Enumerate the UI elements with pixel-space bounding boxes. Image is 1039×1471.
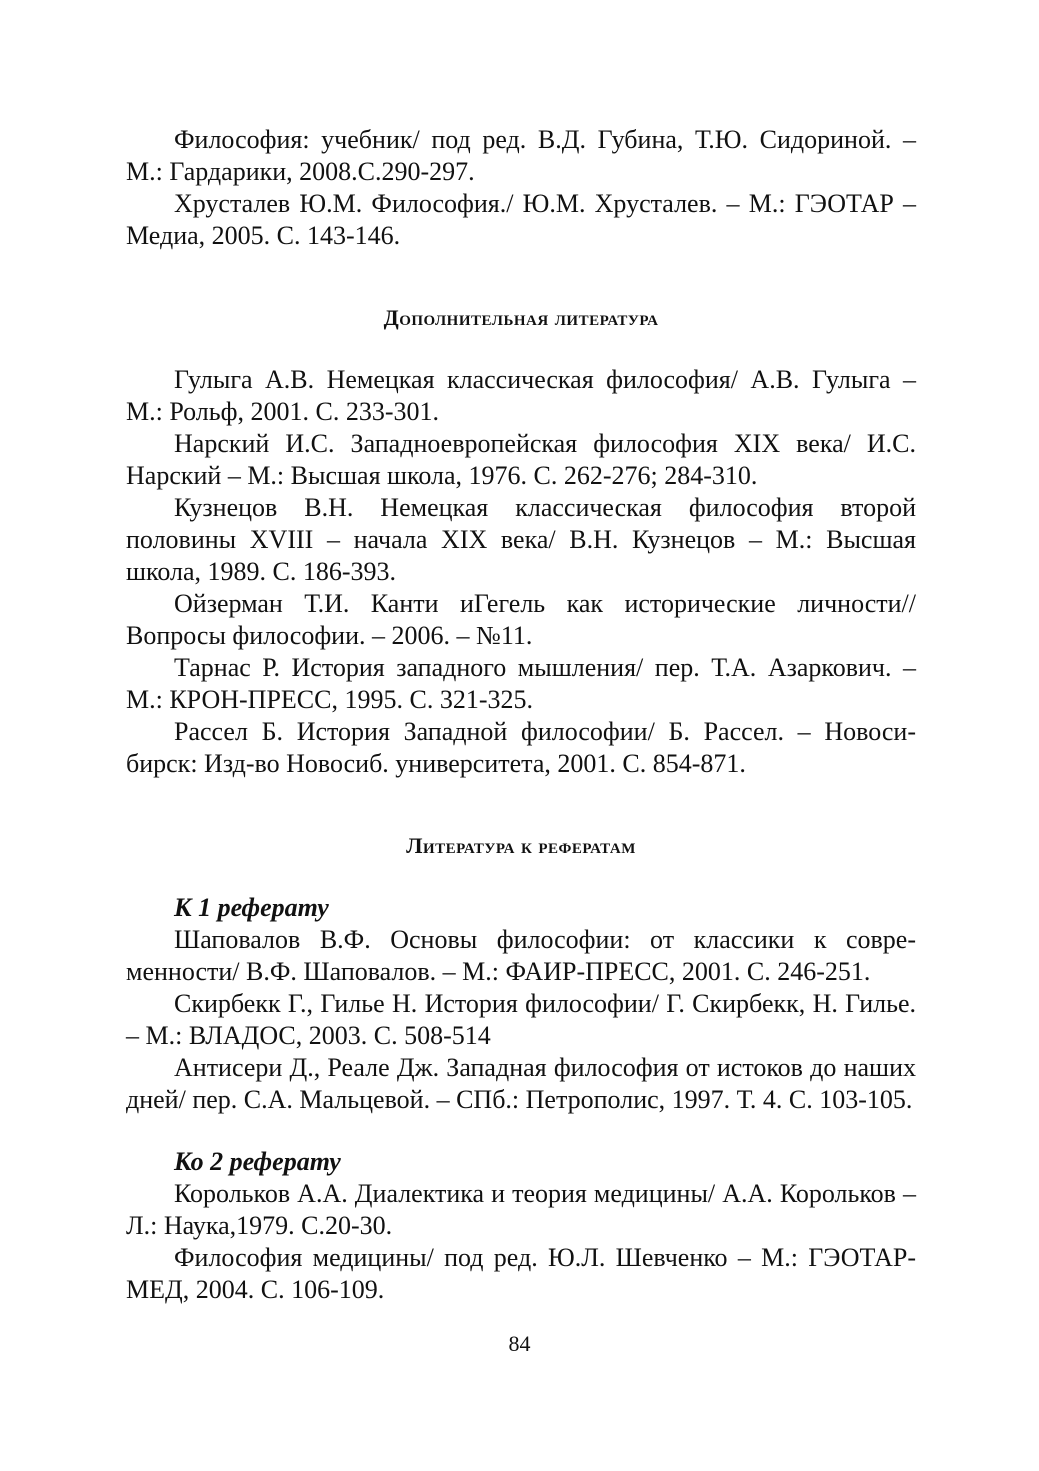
- main-ref-2: Хрусталев Ю.М. Философия./ Ю.М. Хрусталев. – М.: ГЭОТАР – Медиа, 2005. С. 143-146.: [126, 189, 916, 250]
- additional-literature-heading: Дополнительная литература: [383, 305, 659, 330]
- essay-1-ref-1: Шаповалов В.Ф. Основы философии: от классики к современности/ В.Ф. Шаповалов. – М.: ФАИР-ПРЕСС, 2001. С. 246-251.: [126, 925, 916, 986]
- essay-1-heading: К 1 реферату: [174, 893, 329, 922]
- essay-1-ref-3: Антисери Д., Реале Дж. Западная философия от истоков до наших дней/ пер. С.А. Мальцевой. – СПб.: Петрополис, 1997. Т. 4. С. 103-105.: [126, 1053, 916, 1114]
- page-number: 84: [508, 1331, 531, 1356]
- essay-2-ref-2: Философия медицины/ под ред. Ю.Л. Шевченко – М.: ГЭОТАР-МЕД, 2004. С. 106-109.: [126, 1243, 916, 1304]
- main-ref-1: Философия: учебник/ под ред. В.Д. Губина, Т.Ю. Сидориной. – М.: Гардарики, 2008.С.290-297.: [126, 125, 916, 186]
- essay-1-ref-2: Скирбекк Г., Гилье Н. История философии/ Г. Скирбекк, Н. Гилье. – М.: ВЛАДОС, 2003. С. 508-514: [126, 989, 916, 1050]
- additional-ref-2: Нарский И.С. Западноевропейская философия XIX века/ И.С. Нарский – М.: Высшая школа, 1976. С. 262-276; 284-310.: [126, 429, 916, 490]
- essay-2-heading: Ко 2 реферату: [174, 1147, 341, 1176]
- additional-ref-6: Рассел Б. История Западной философии/ Б. Рассел. – Новосибирск: Изд-во Новосиб. университета, 2001. С. 854-871.: [126, 717, 916, 778]
- additional-ref-3: Кузнецов В.Н. Немецкая классическая философия второй половины XVIII – начала XIX века/ В.Н. Кузнецов – М.: Высшая школа, 1989. С. 186-393.: [126, 493, 916, 586]
- page-body: [126, 124, 916, 1306]
- additional-ref-1: Гулыга А.В. Немецкая классическая философия/ А.В. Гулыга – М.: Рольф, 2001. С. 233-301.: [126, 365, 916, 426]
- additional-ref-4: Ойзерман Т.И. Канти иГегель как исторические личности// Вопросы философии. – 2006. – №11.: [126, 589, 916, 650]
- essays-literature-heading: Литература к рефератам: [406, 833, 636, 858]
- essay-2-ref-1: Корольков А.А. Диалектика и теория медицины/ А.А. Корольков – Л.: Наука,1979. С.20-30.: [126, 1179, 916, 1240]
- additional-ref-5: Тарнас Р. История западного мышления/ пер. Т.А. Азаркович. – М.: КРОН-ПРЕСС, 1995. С. 321-325.: [126, 653, 916, 714]
